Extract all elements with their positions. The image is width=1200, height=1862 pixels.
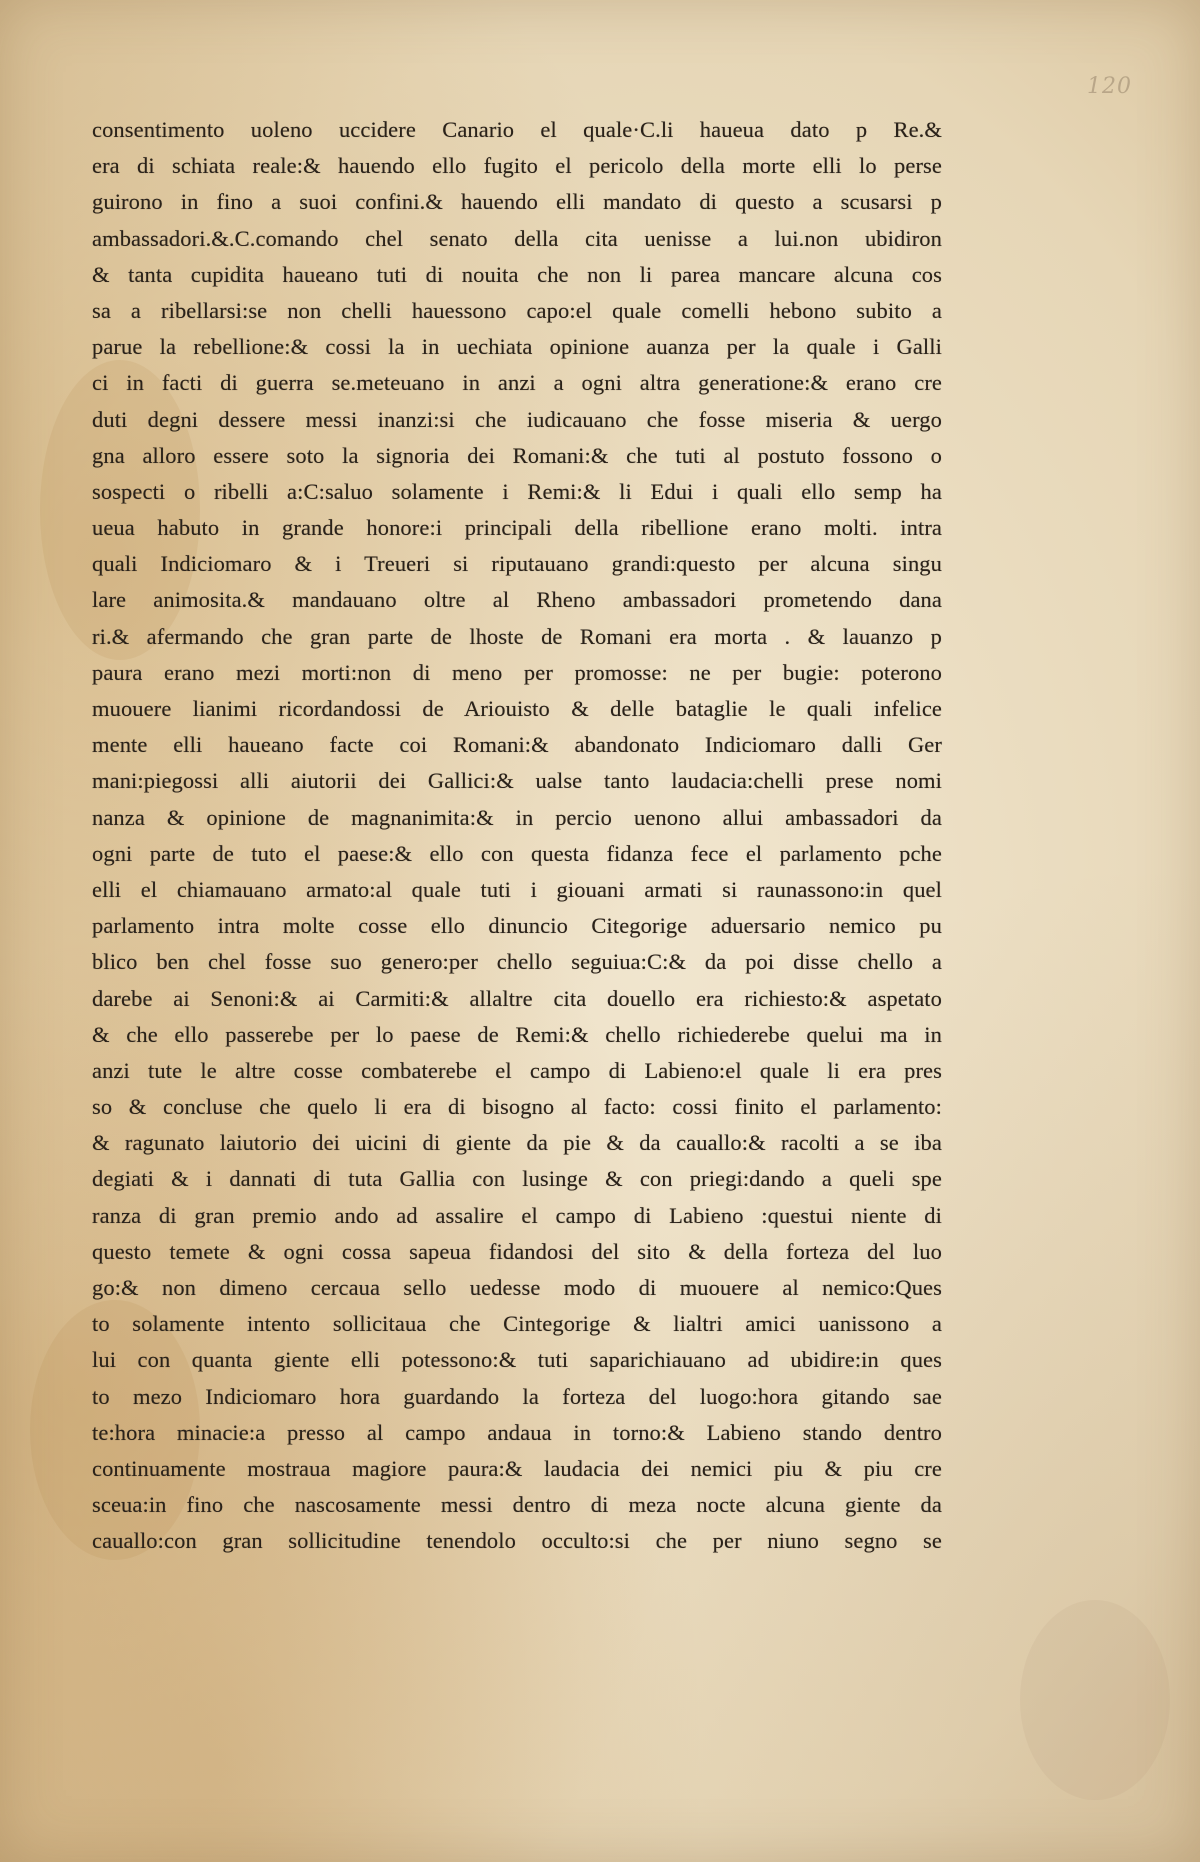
text-line: darebe ai Senoni:& ai Carmiti:& allaltre cita douello era richiesto:& aspetato bbox=[92, 985, 942, 1011]
text-line: go:& non dimeno cercaua sello uedesse modo di muouere al nemico:Ques bbox=[92, 1275, 942, 1300]
text-line: ranza di gran premio ando ad assalire el campo di Labieno :questui niente di bbox=[92, 1202, 942, 1228]
text-line: ogni parte de tuto el paese:& ello con questa fidanza fece el parlamento pche bbox=[92, 840, 942, 866]
text-line: lui con quanta giente elli potessono:& tuti saparichiauano ad ubidire:in ques bbox=[92, 1347, 942, 1373]
text-line: era di schiata reale:& hauendo ello fugito el pericolo della morte elli lo perse bbox=[92, 153, 942, 179]
text-line: so & concluse che quelo li era di bisogno al facto: cossi finito el parlamento: bbox=[92, 1094, 942, 1120]
text-line: gna alloro essere soto la signoria dei Romani:& che tuti al postuto fossono o bbox=[92, 442, 942, 468]
text-line: muouere lianimi ricordandossi de Ariouisto & delle bataglie le quali infelice bbox=[92, 696, 942, 721]
text-line: sospecti o ribelli a:C:saluo solamente i Remi:& li Edui i quali ello semp ha bbox=[92, 478, 942, 504]
text-line: elli el chiamauano armato:al quale tuti i giouani armati si raunassono:in quel bbox=[92, 876, 942, 902]
text-line: degiati & i dannati di tuta Gallia con lusinge & con priegi:dando a queli spe bbox=[92, 1166, 942, 1192]
text-line: & che ello passerebe per lo paese de Remi:& chello richiederebe quelui ma in bbox=[92, 1021, 942, 1047]
text-line: sa a ribellarsi:se non chelli hauessono capo:el quale comelli hebono subito a bbox=[92, 297, 942, 323]
text-line: parlamento intra molte cosse ello dinuncio Citegorige aduersario nemico pu bbox=[92, 913, 942, 939]
text-line: sceua:in fino che nascosamente messi dentro di meza nocte alcuna giente da bbox=[92, 1492, 942, 1518]
text-line: quali Indiciomaro & i Treueri si riputauano grandi:questo per alcuna singu bbox=[92, 551, 942, 577]
text-line: te:hora minacie:a presso al campo andaua in torno:& Labieno stando dentro bbox=[92, 1419, 942, 1445]
text-line: parue la rebellione:& cossi la in uechiata opinione auanza per la quale i Galli bbox=[92, 334, 942, 360]
text-line: guirono in fino a suoi confini.& hauendo elli mandato di questo a scusarsi p bbox=[92, 189, 942, 215]
text-line: anzi tute le altre cosse combaterebe el campo di Labieno:el quale li era pres bbox=[92, 1057, 942, 1083]
text-line: paura erano mezi morti:non di meno per promosse: ne per bugie: poterono bbox=[92, 659, 942, 685]
text-line: ueua habuto in grande honore:i principali della ribellione erano molti. intra bbox=[92, 515, 942, 541]
text-line: mani:piegossi alli aiutorii dei Gallici:& ualse tanto laudacia:chelli prese nomi bbox=[92, 768, 942, 794]
text-line: mente elli haueano facte coi Romani:& abandonato Indiciomaro dalli Ger bbox=[92, 732, 942, 758]
text-line: continuamente mostraua magiore paura:& laudacia dei nemici piu & piu cre bbox=[92, 1455, 942, 1481]
text-line: blico ben chel fosse suo genero:per chello seguiua:C:& da poi disse chello a bbox=[92, 949, 942, 975]
text-line: cauallo:con gran sollicitudine tenendolo occulto:si che per niuno segno se bbox=[92, 1528, 942, 1554]
text-block bbox=[92, 112, 942, 1560]
text-line: to mezo Indiciomaro hora guardando la forteza del luogo:hora gitando sae bbox=[92, 1383, 942, 1409]
text-line: lare animosita.& mandauano oltre al Rheno ambassadori prometendo dana bbox=[92, 587, 942, 613]
text-line: ambassadori.&.C.comando chel senato della cita uenisse a lui.non ubidiron bbox=[92, 225, 942, 251]
text-line: questo temete & ogni cossa sapeua fidandosi del sito & della forteza del luo bbox=[92, 1238, 942, 1264]
text-line: ri.& afermando che gran parte de lhoste de Romani era morta . & lauanzo p bbox=[92, 623, 942, 649]
text-line: to solamente intento sollicitaua che Cintegorige & lialtri amici uanissono a bbox=[92, 1311, 942, 1337]
text-line: nanza & opinione de magnanimita:& in percio uenono allui ambassadori da bbox=[92, 804, 942, 830]
folio-number: 120 bbox=[1087, 74, 1132, 99]
age-stain bbox=[1020, 1600, 1170, 1800]
text-line: duti degni dessere messi inanzi:si che iudicauano che fosse miseria & uergo bbox=[92, 406, 942, 432]
text-line: & tanta cupidita haueano tuti di nouita che non li parea mancare alcuna cos bbox=[92, 261, 942, 287]
text-line: consentimento uoleno uccidere Canario el quale·C.li haueua dato p Re.& bbox=[92, 117, 942, 142]
text-line: & ragunato laiutorio dei uicini di giente da pie & da cauallo:& racolti a se iba bbox=[92, 1130, 942, 1156]
text-line: ci in facti di guerra se.meteuano in anzi a ogni altra generatione:& erano cre bbox=[92, 370, 942, 396]
